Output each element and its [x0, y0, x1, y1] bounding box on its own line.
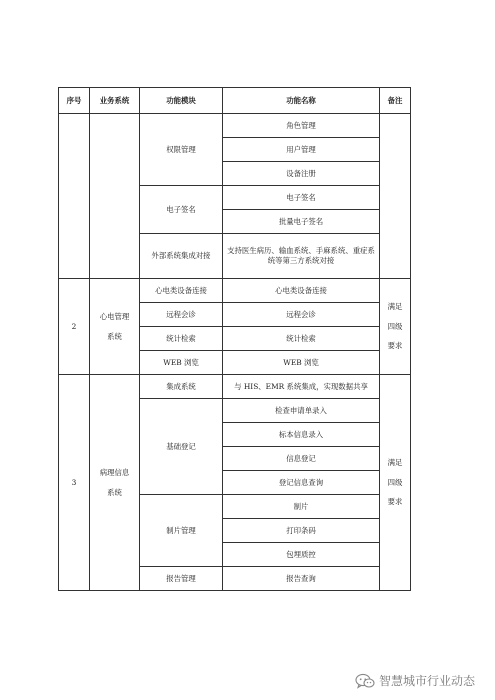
header-seq: 序号	[59, 88, 90, 114]
module-cell: 报告管理	[140, 567, 223, 591]
function-spec-table	[58, 87, 411, 591]
note-line: 满足	[387, 301, 403, 311]
function-cell: 检查申请单录入	[223, 399, 380, 423]
function-cell: 远程会诊	[223, 303, 380, 327]
module-cell: 权限管理	[140, 114, 223, 186]
function-cell: 设备注册	[223, 162, 380, 186]
note-cell-3	[380, 375, 411, 591]
note-line: 四级	[387, 477, 403, 487]
system-cell-1	[90, 114, 140, 279]
note-cell-1	[380, 114, 411, 279]
watermark-text: 智慧城市行业动态	[379, 674, 476, 688]
module-cell: 电子签名	[140, 186, 223, 234]
function-cell: WEB 浏览	[223, 351, 380, 375]
function-cell: 电子签名	[223, 186, 380, 210]
module-cell: 集成系统	[140, 375, 223, 399]
module-cell: 心电类设备连接	[140, 279, 223, 303]
module-cell: 外部系统集成对接	[140, 234, 223, 279]
note-line: 满足	[387, 457, 403, 467]
table-row	[59, 375, 411, 399]
function-cell: 心电类设备连接	[223, 279, 380, 303]
module-cell: 远程会诊	[140, 303, 223, 327]
seq-cell-3: 3	[59, 375, 90, 591]
system-name-line: 系统	[107, 331, 122, 341]
module-cell: 基础登记	[140, 399, 223, 495]
function-cell: 支持医生病历、输血系统、手麻系统、重症系统等第三方系统对接	[223, 234, 380, 279]
function-cell: 打印条码	[223, 519, 380, 543]
module-cell: WEB 浏览	[140, 351, 223, 375]
note-line: 要求	[387, 341, 403, 351]
system-name-line: 系统	[107, 487, 122, 497]
system-name-line: 病理信息	[99, 467, 130, 477]
system-cell-2	[90, 279, 140, 375]
table-header-row	[59, 88, 411, 114]
function-cell: 报告查询	[223, 567, 380, 591]
seq-cell-1	[59, 114, 90, 279]
function-cell: 制片	[223, 495, 380, 519]
header-system: 业务系统	[90, 88, 140, 114]
function-cell: 信息登记	[223, 447, 380, 471]
function-cell: 登记信息查询	[223, 471, 380, 495]
watermark	[355, 672, 475, 689]
system-cell-3	[90, 375, 140, 591]
table-row	[59, 114, 411, 138]
table-row	[59, 279, 411, 303]
note-line: 要求	[387, 497, 403, 507]
function-cell: 与 HIS、EMR 系统集成，实现数据共享	[223, 375, 380, 399]
system-name-line: 心电管理	[99, 311, 130, 321]
header-module: 功能模块	[140, 88, 223, 114]
note-line: 四级	[387, 321, 403, 331]
function-cell: 标本信息录入	[223, 423, 380, 447]
function-cell: 统计检索	[223, 327, 380, 351]
note-cell-2	[380, 279, 411, 375]
header-note: 备注	[380, 88, 411, 114]
seq-cell-2: 2	[59, 279, 90, 375]
function-cell: 包埋质控	[223, 543, 380, 567]
function-cell: 用户管理	[223, 138, 380, 162]
module-cell: 制片管理	[140, 495, 223, 567]
header-function: 功能名称	[223, 88, 380, 114]
module-cell: 统计检索	[140, 327, 223, 351]
function-cell: 角色管理	[223, 114, 380, 138]
wechat-icon	[355, 673, 375, 689]
function-cell: 批量电子签名	[223, 210, 380, 234]
